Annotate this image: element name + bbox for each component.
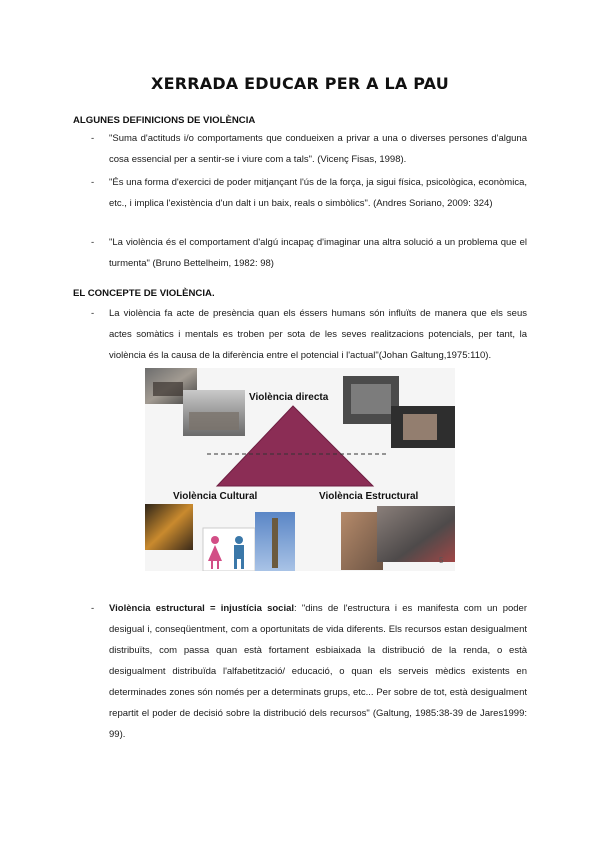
- photo-ruins-detail: [189, 412, 239, 430]
- label-direct-violence: Violència directa: [249, 392, 329, 403]
- photo-child: [341, 512, 383, 570]
- slide-page-number: 5: [439, 556, 444, 565]
- photo-fight-detail: [403, 414, 437, 440]
- violence-triangle-figure: [145, 368, 455, 571]
- photo-fire: [145, 504, 193, 550]
- structural-violence-term: Violència estructural = injustícia social: [109, 603, 295, 614]
- definition-item-soriano: [91, 172, 527, 214]
- definition-text: "La violència és el comportament d'algú incapaç d'imaginar una altra solució a un problema que el turmenta" (Bruno Bettelheim, 1982: 98): [109, 237, 527, 269]
- section-heading-definitions: ALGUNES DEFINICIONS DE VIOLÈNCIA: [73, 115, 256, 126]
- definition-text: "És una forma d'exercici de poder mitjançant l'ús de la força, ja sigui física, psicològica, econòmica, etc., i implica l'existència d'un dalt i un baix, reals o simbòlics". (Andres Soriano, 2009: 324): [109, 177, 527, 209]
- bullet-dash: -: [91, 133, 95, 144]
- concept-item-galtung: [91, 303, 527, 366]
- photo-poverty: [377, 506, 455, 562]
- monument-column: [272, 518, 278, 568]
- photo-soldiers-detail: [153, 382, 183, 396]
- bullet-dash: -: [91, 237, 95, 248]
- definition-item-fisas: [91, 128, 527, 170]
- structural-violence-item: [91, 598, 527, 745]
- bullet-dash: -: [91, 177, 95, 188]
- section-heading-concept: EL CONCEPTE DE VIOLÈNCIA.: [73, 288, 215, 299]
- label-cultural-violence: Violència Cultural: [173, 491, 258, 502]
- page-title: XERRADA EDUCAR PER A LA PAU: [151, 74, 449, 93]
- definition-text: "Suma d'actituds i/o comportaments que condueixen a privar a una o diverses persones d'alguna cosa essencial per a sentir-se i viure com a tals". (Vicenç Fisas, 1998).: [109, 133, 527, 165]
- label-structural-violence: Violència Estructural: [319, 491, 419, 502]
- definition-item-bettelheim: [91, 232, 527, 274]
- photo-gender-icons-bg: [203, 528, 255, 571]
- photo-crowd-detail: [351, 384, 391, 414]
- bullet-dash: -: [91, 603, 95, 614]
- structural-violence-definition: : "dins de l'estructura i es manifesta com un poder desigual i, conseqüentment, com a oportunitats de vida diferents. Els recursos estan desigualment distribuïts, com passa quan està fortament esbiaixada la distribució de la renda, o està desigualment distribuïda l'alfabetització/ educació, o quan els serveis mèdics existents en determinades zones són només per a determinats grups, etc... Per sobre de tot, està desigualment repartit el poder de decisió sobre la distribució dels recursos" (Galtung, 1985:38-39 de Jares1999: 99).: [109, 603, 527, 740]
- structural-violence-text: [109, 598, 527, 745]
- concept-text: La violència fa acte de presència quan els éssers humans són influïts de manera que els seus actes somàtics i mentals es troben per sota de les seves realitzacions potencials, per tant, la violència és la causa de la diferència entre el potencial i l'actual"(Johan Galtung,1975:110).: [109, 308, 527, 361]
- bullet-dash: -: [91, 308, 95, 319]
